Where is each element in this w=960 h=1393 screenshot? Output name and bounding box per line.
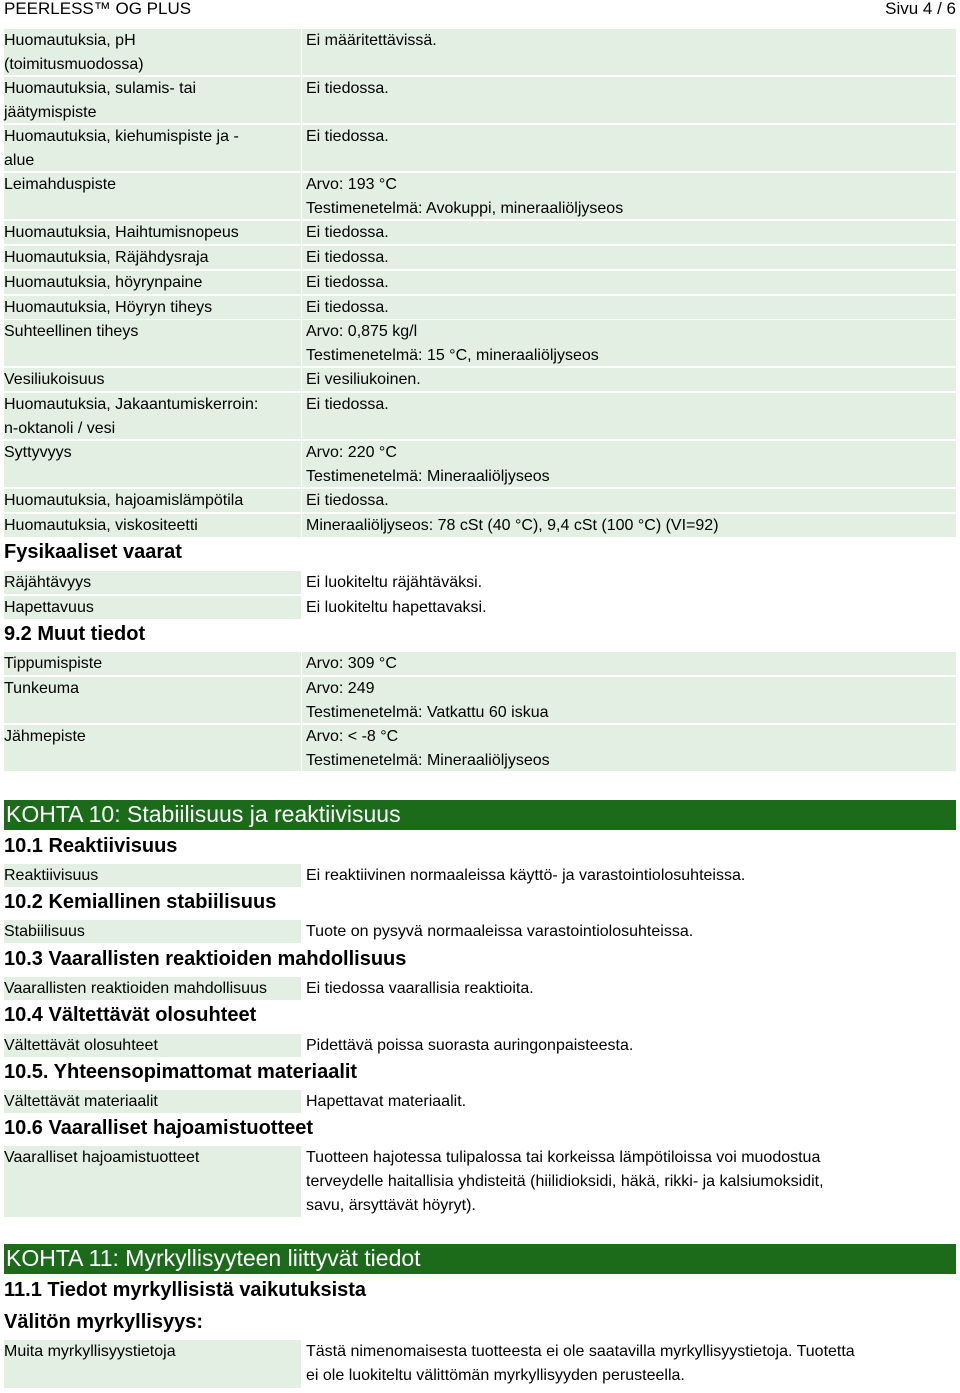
subsection-heading: Välitön myrkyllisyys: (4, 1311, 203, 1333)
table-row-label: Räjähtävyys (4, 571, 301, 594)
table-row-label: Leimahduspiste (4, 173, 301, 219)
table-row-value: Mineraaliöljyseos: 78 cSt (40 °C), 9,4 cSt (100 °C) (VI=92) (302, 514, 956, 537)
table-row-label: Jähmepiste (4, 725, 301, 771)
subsection-heading: 10.5. Yhteensopimattomat materiaalit (4, 1061, 358, 1083)
table-row-value: Arvo: 249 Testimenetelmä: Vatkattu 60 iskua (302, 677, 956, 723)
table-row-value: Ei luokiteltu räjähtäväksi. (302, 571, 956, 594)
table-row-value: Ei tiedossa. (302, 271, 956, 294)
table-row-label: Huomautuksia, sulamis- tai jäätymispiste (4, 77, 301, 123)
table-row-label: Huomautuksia, viskositeetti (4, 514, 301, 537)
table-row-label: Vesiliukoisuus (4, 368, 301, 391)
table-row-value: Ei tiedossa. (302, 296, 956, 319)
subsection-heading: 10.2 Kemiallinen stabiilisuus (4, 891, 277, 913)
table-row-value: Ei määritettävissä. (302, 29, 956, 75)
table-row-value: Ei tiedossa. (302, 489, 956, 512)
table-row-label: Stabiilisuus (4, 920, 301, 943)
table-row-label: Huomautuksia, pH (toimitusmuodossa) (4, 29, 301, 75)
section-heading: Fysikaaliset vaarat (4, 541, 182, 563)
table-row-value: Ei tiedossa. (302, 125, 956, 171)
table-row-label: Huomautuksia, Höyryn tiheys (4, 296, 301, 319)
section-banner: KOHTA 11: Myrkyllisyyteen liittyvät tiedot (4, 1244, 956, 1274)
table-row-label: Vaaralliset hajoamistuotteet (4, 1146, 301, 1217)
table-row-value: Ei tiedossa. (302, 77, 956, 123)
table-row-label: Huomautuksia, höyrynpaine (4, 271, 301, 294)
table-row-value: Ei vesiliukoinen. (302, 368, 956, 391)
table-row-label: Suhteellinen tiheys (4, 320, 301, 366)
table-row-value: Ei luokiteltu hapettavaksi. (302, 596, 956, 619)
table-row-value: Arvo: < -8 °C Testimenetelmä: Mineraaliöljyseos (302, 725, 956, 771)
table-row-value: Arvo: 193 °C Testimenetelmä: Avokuppi, mineraaliöljyseos (302, 173, 956, 219)
table-row-label: Vältettävät materiaalit (4, 1090, 301, 1113)
subsection-heading: 11.1 Tiedot myrkyllisistä vaikutuksista (4, 1279, 367, 1301)
table-row-value: Pidettävä poissa suorasta auringonpaisteesta. (302, 1034, 956, 1057)
table-row-label: Huomautuksia, hajoamislämpötila (4, 489, 301, 512)
table-row-label: Huomautuksia, Räjähdysraja (4, 246, 301, 269)
subsection-heading: 10.4 Vältettävät olosuhteet (4, 1004, 257, 1026)
table-row-label: Tippumispiste (4, 652, 301, 675)
table-row-label: Huomautuksia, Jakaantumiskerroin: n-oktanoli / vesi (4, 393, 301, 439)
table-row-value: Arvo: 220 °C Testimenetelmä: Mineraaliöljyseos (302, 441, 956, 487)
table-row-label: Muita myrkyllisyystietoja (4, 1340, 301, 1388)
table-row-label: Tunkeuma (4, 677, 301, 723)
section-banner: KOHTA 10: Stabiilisuus ja reaktiivisuus (4, 800, 956, 830)
table-row-value: Ei tiedossa. (302, 221, 956, 244)
table-row-label: Vältettävät olosuhteet (4, 1034, 301, 1057)
table-row-value: Tuote on pysyvä normaaleissa varastointiolosuhteissa. (302, 920, 956, 943)
page-header (4, 0, 956, 22)
table-row-label: Reaktiivisuus (4, 864, 301, 887)
subsection-heading: 10.3 Vaarallisten reaktioiden mahdollisuus (4, 948, 407, 970)
table-row-value: Ei reaktiivinen normaaleissa käyttö- ja varastointiolosuhteissa. (302, 864, 956, 887)
table-row-value: Tästä nimenomaisesta tuotteesta ei ole saatavilla myrkyllisyystietoja. Tuotetta ei ole luokiteltu välittömän myrkyllisyyden perusteella. (302, 1340, 956, 1388)
table-row-label: Vaarallisten reaktioiden mahdollisuus (4, 977, 301, 1000)
document-title: PEERLESS™ OG PLUS (4, 0, 192, 18)
table-row-value: Ei tiedossa vaarallisia reaktioita. (302, 977, 956, 1000)
section-heading: 9.2 Muut tiedot (4, 623, 146, 645)
table-row-label: Syttyvyys (4, 441, 301, 487)
table-row-value: Ei tiedossa. (302, 246, 956, 269)
subsection-heading: 10.6 Vaaralliset hajoamistuotteet (4, 1117, 314, 1139)
table-row-value: Arvo: 0,875 kg/l Testimenetelmä: 15 °C, mineraaliöljyseos (302, 320, 956, 366)
table-row-label: Hapettavuus (4, 596, 301, 619)
table-row-label: Huomautuksia, Haihtumisnopeus (4, 221, 301, 244)
table-row-value: Arvo: 309 °C (302, 652, 956, 675)
page-number: Sivu 4 / 6 (885, 0, 956, 18)
table-row-value: Tuotteen hajotessa tulipalossa tai korkeissa lämpötiloissa voi muodostua terveydelle haitallisia yhdisteitä (hiilidioksidi, häkä, rikki- ja kalsiumoksidit, savu, ärsyttävät höyryt). (302, 1146, 956, 1217)
table-row-label: Huomautuksia, kiehumispiste ja - alue (4, 125, 301, 171)
table-row-value: Hapettavat materiaalit. (302, 1090, 956, 1113)
subsection-heading: 10.1 Reaktiivisuus (4, 835, 178, 857)
table-row-value: Ei tiedossa. (302, 393, 956, 439)
